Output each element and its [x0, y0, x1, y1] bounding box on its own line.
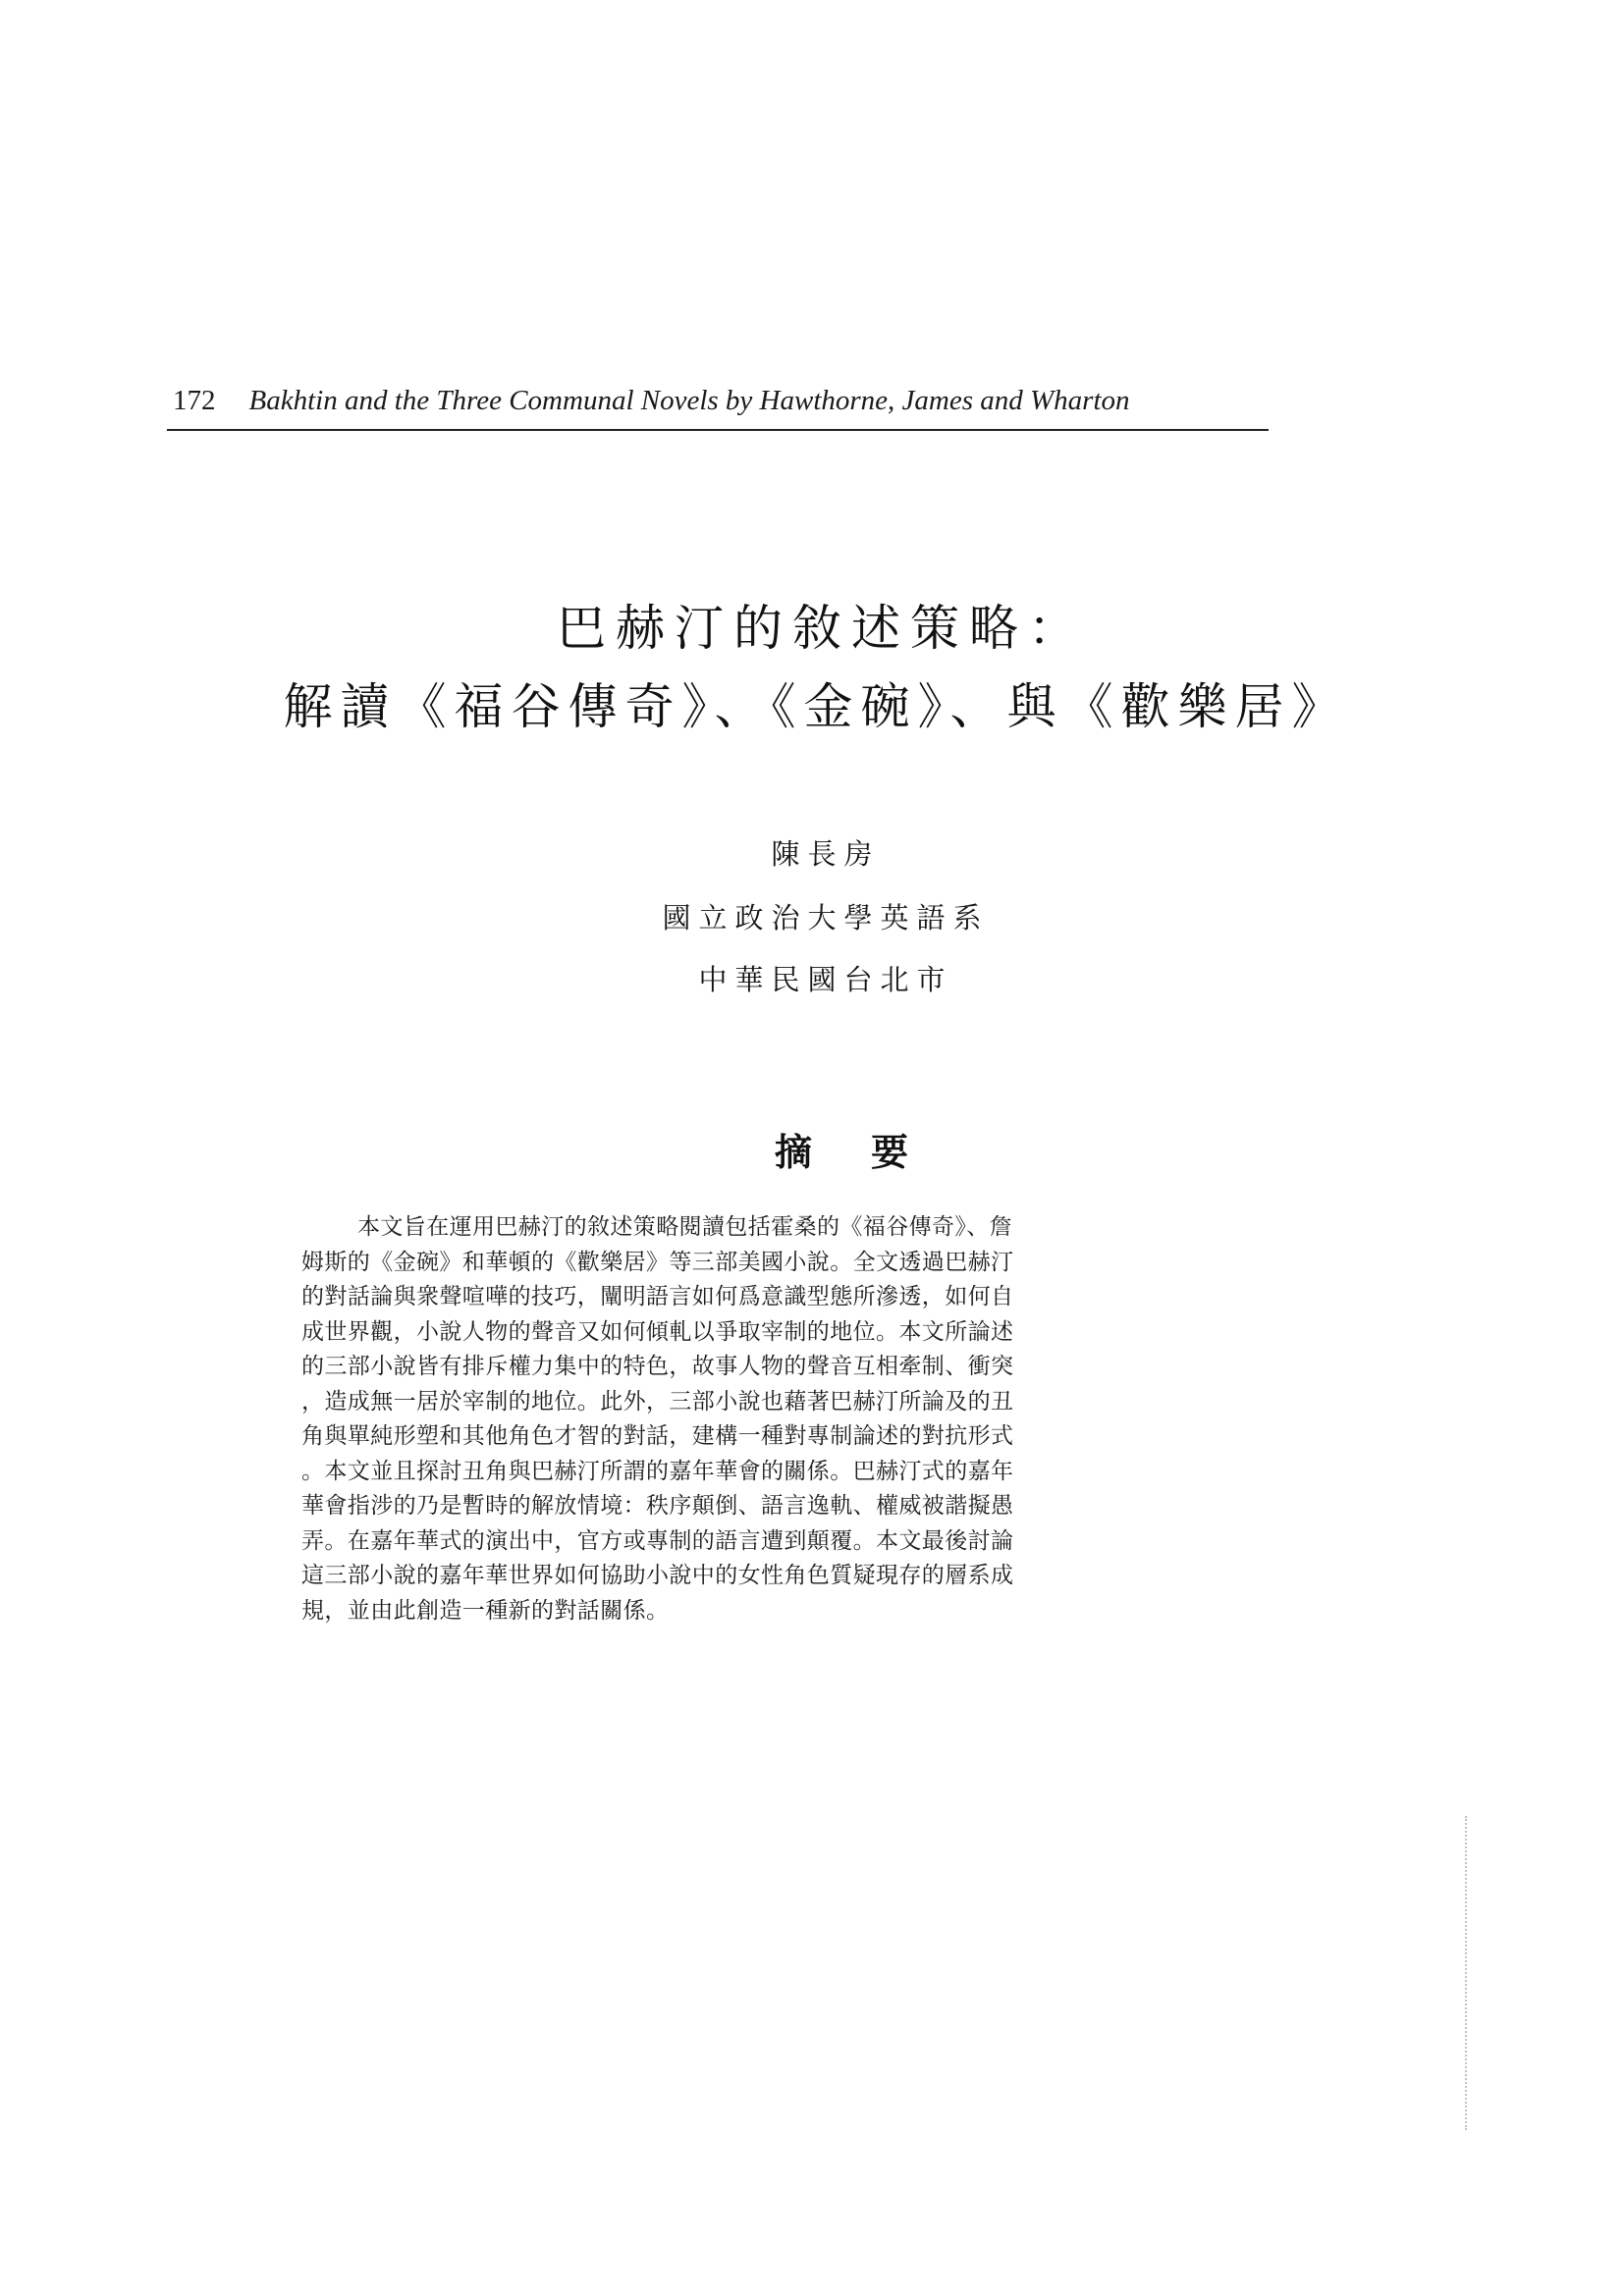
abstract-line: 角與單純形塑和其他角色才智的對話，建構一種對專制論述的對抗形式 [301, 1423, 1014, 1449]
running-title: Bakhtin and the Three Communal Novels by Hawthorne, James and Wharton [248, 385, 1130, 416]
abstract-line: 華會指涉的乃是暫時的解放情境：秩序顛倒、語言逸軌、權威被諧擬愚 [301, 1493, 1014, 1519]
abstract-line: 弄。在嘉年華式的演出中，官方或專制的語言遭到顛覆。本文最後討論 [301, 1527, 1014, 1554]
abstract-line: 姆斯的《金碗》和華頓的《歡樂居》等三部美國小說。全文透過巴赫汀 [301, 1249, 1014, 1275]
abstract-line: ，造成無一居於宰制的地位。此外，三部小說也藉著巴赫汀所論及的丑 [301, 1388, 1014, 1415]
abstract-line: 本文旨在運用巴赫汀的敘述策略閱讀包括霍桑的《福谷傳奇》、詹 [357, 1214, 1013, 1240]
abstract-heading: 摘要 [774, 1131, 967, 1174]
abstract-line: 的對話論與衆聲喧嘩的技巧，闡明語言如何爲意識型態所滲透，如何自 [301, 1284, 1014, 1309]
author-location: 中華民國台北市 [698, 963, 953, 996]
running-header [167, 386, 1269, 431]
abstract-line: 這三部小說的嘉年華世界如何協助小說中的女性角色質疑現存的層系成 [301, 1563, 1014, 1588]
abstract-line: 的三部小說皆有排斥權力集中的特色，故事人物的聲音互相牽制、衝突 [301, 1354, 1014, 1379]
abstract-line: 成世界觀，小說人物的聲音又如何傾軋以爭取宰制的地位。本文所論述 [301, 1318, 1014, 1345]
abstract-body [301, 1210, 1126, 1629]
title-line-2: 解讀《福谷傳奇》、《金碗》、與《歡樂居》 [283, 678, 1349, 735]
author-affiliation: 國立政治大學英語系 [662, 901, 990, 934]
page-number: 172 [173, 385, 216, 416]
abstract-line: 規，並由此創造一種新的對話關係。 [301, 1597, 670, 1624]
scan-edge-artifact [1465, 1816, 1467, 2130]
title-line-1: 巴赫汀的敘述策略： [557, 600, 1087, 657]
author-name: 陳長房 [771, 837, 881, 871]
abstract-line: 。本文並且探討丑角與巴赫汀所謂的嘉年華會的關係。巴赫汀式的嘉年 [301, 1458, 1014, 1484]
